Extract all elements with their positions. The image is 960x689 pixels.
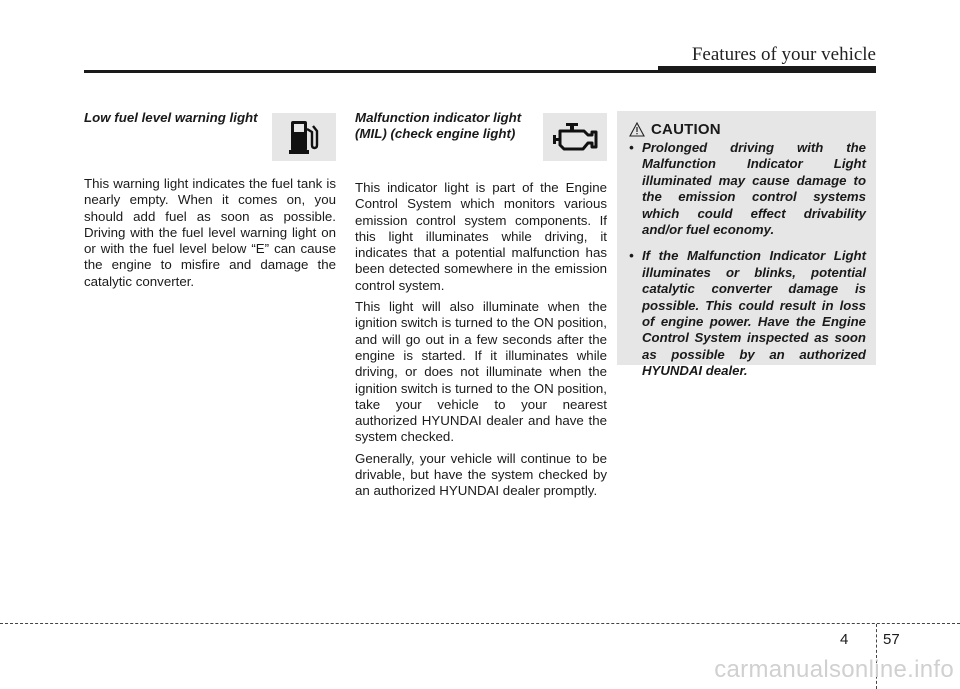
section-title-mil-line2: (MIL) (check engine light)	[355, 126, 516, 141]
page-header-title: Features of your vehicle	[691, 44, 876, 65]
warning-triangle-icon	[629, 122, 645, 137]
fuel-pump-icon	[272, 113, 336, 161]
caution-title: CAUTION	[651, 121, 721, 138]
caution-item	[629, 248, 866, 379]
bullet: •	[629, 248, 634, 264]
section-title-mil	[355, 110, 535, 142]
footer-rule	[0, 623, 960, 624]
low-fuel-description: This warning light indicates the fuel tank is nearly empty. When it comes on, you should add fuel as soon as possible. Driving with the fuel level warning light on or with the fuel level below “E” can cause the engine to misfire and damage the catalytic converter.	[84, 176, 336, 289]
watermark: carmanualsonline.info	[714, 656, 954, 683]
header-rule-accent	[658, 66, 876, 72]
check-engine-icon	[543, 113, 607, 161]
caution-header	[629, 121, 866, 138]
caution-list	[629, 140, 866, 380]
caution-item-text: If the Malfunction Indicator Light illuminates or blinks, potential catalytic converter damage is possible. This could result in loss of engine power. Have the Engine Control System inspected as soon as possible by an authorized HYUNDAI dealer.	[642, 248, 866, 379]
caution-box	[617, 111, 876, 379]
page-number: 57	[883, 631, 900, 648]
bullet: •	[629, 140, 634, 155]
caution-item	[629, 140, 866, 238]
section-low-fuel	[84, 110, 336, 290]
section-title-mil-line1: Malfunction indicator light	[355, 110, 522, 125]
mil-paragraph-3: Generally, your vehicle will continue to be drivable, but have the system checked by an authorized HYUNDAI dealer promptly.	[355, 450, 607, 499]
section-title-low-fuel: Low fuel level warning light	[84, 110, 258, 125]
caution-item-text: Prolonged driving with the Malfunction Indicator Light illuminated may cause damage to the emission control systems which could effect drivability and/or fuel economy.	[642, 140, 866, 238]
mil-paragraph-2: This light will also illuminate when the ignition switch is turned to the ON position, and will go out in a few seconds after the engine is started. If it illuminates while driving, or does not illuminate when the ignition switch is turned to the ON position, take your vehicle to your nearest authorized HYUNDAI dealer and have the system checked.	[355, 299, 607, 445]
mil-paragraph-1: This indicator light is part of the Engine Control System which monitors various emission control system components. If this light illuminates while driving, it indicates that a potential malfunction has been detected somewhere in the emission control system.	[355, 180, 607, 293]
section-mil	[355, 110, 607, 500]
chapter-number: 4	[840, 631, 849, 648]
